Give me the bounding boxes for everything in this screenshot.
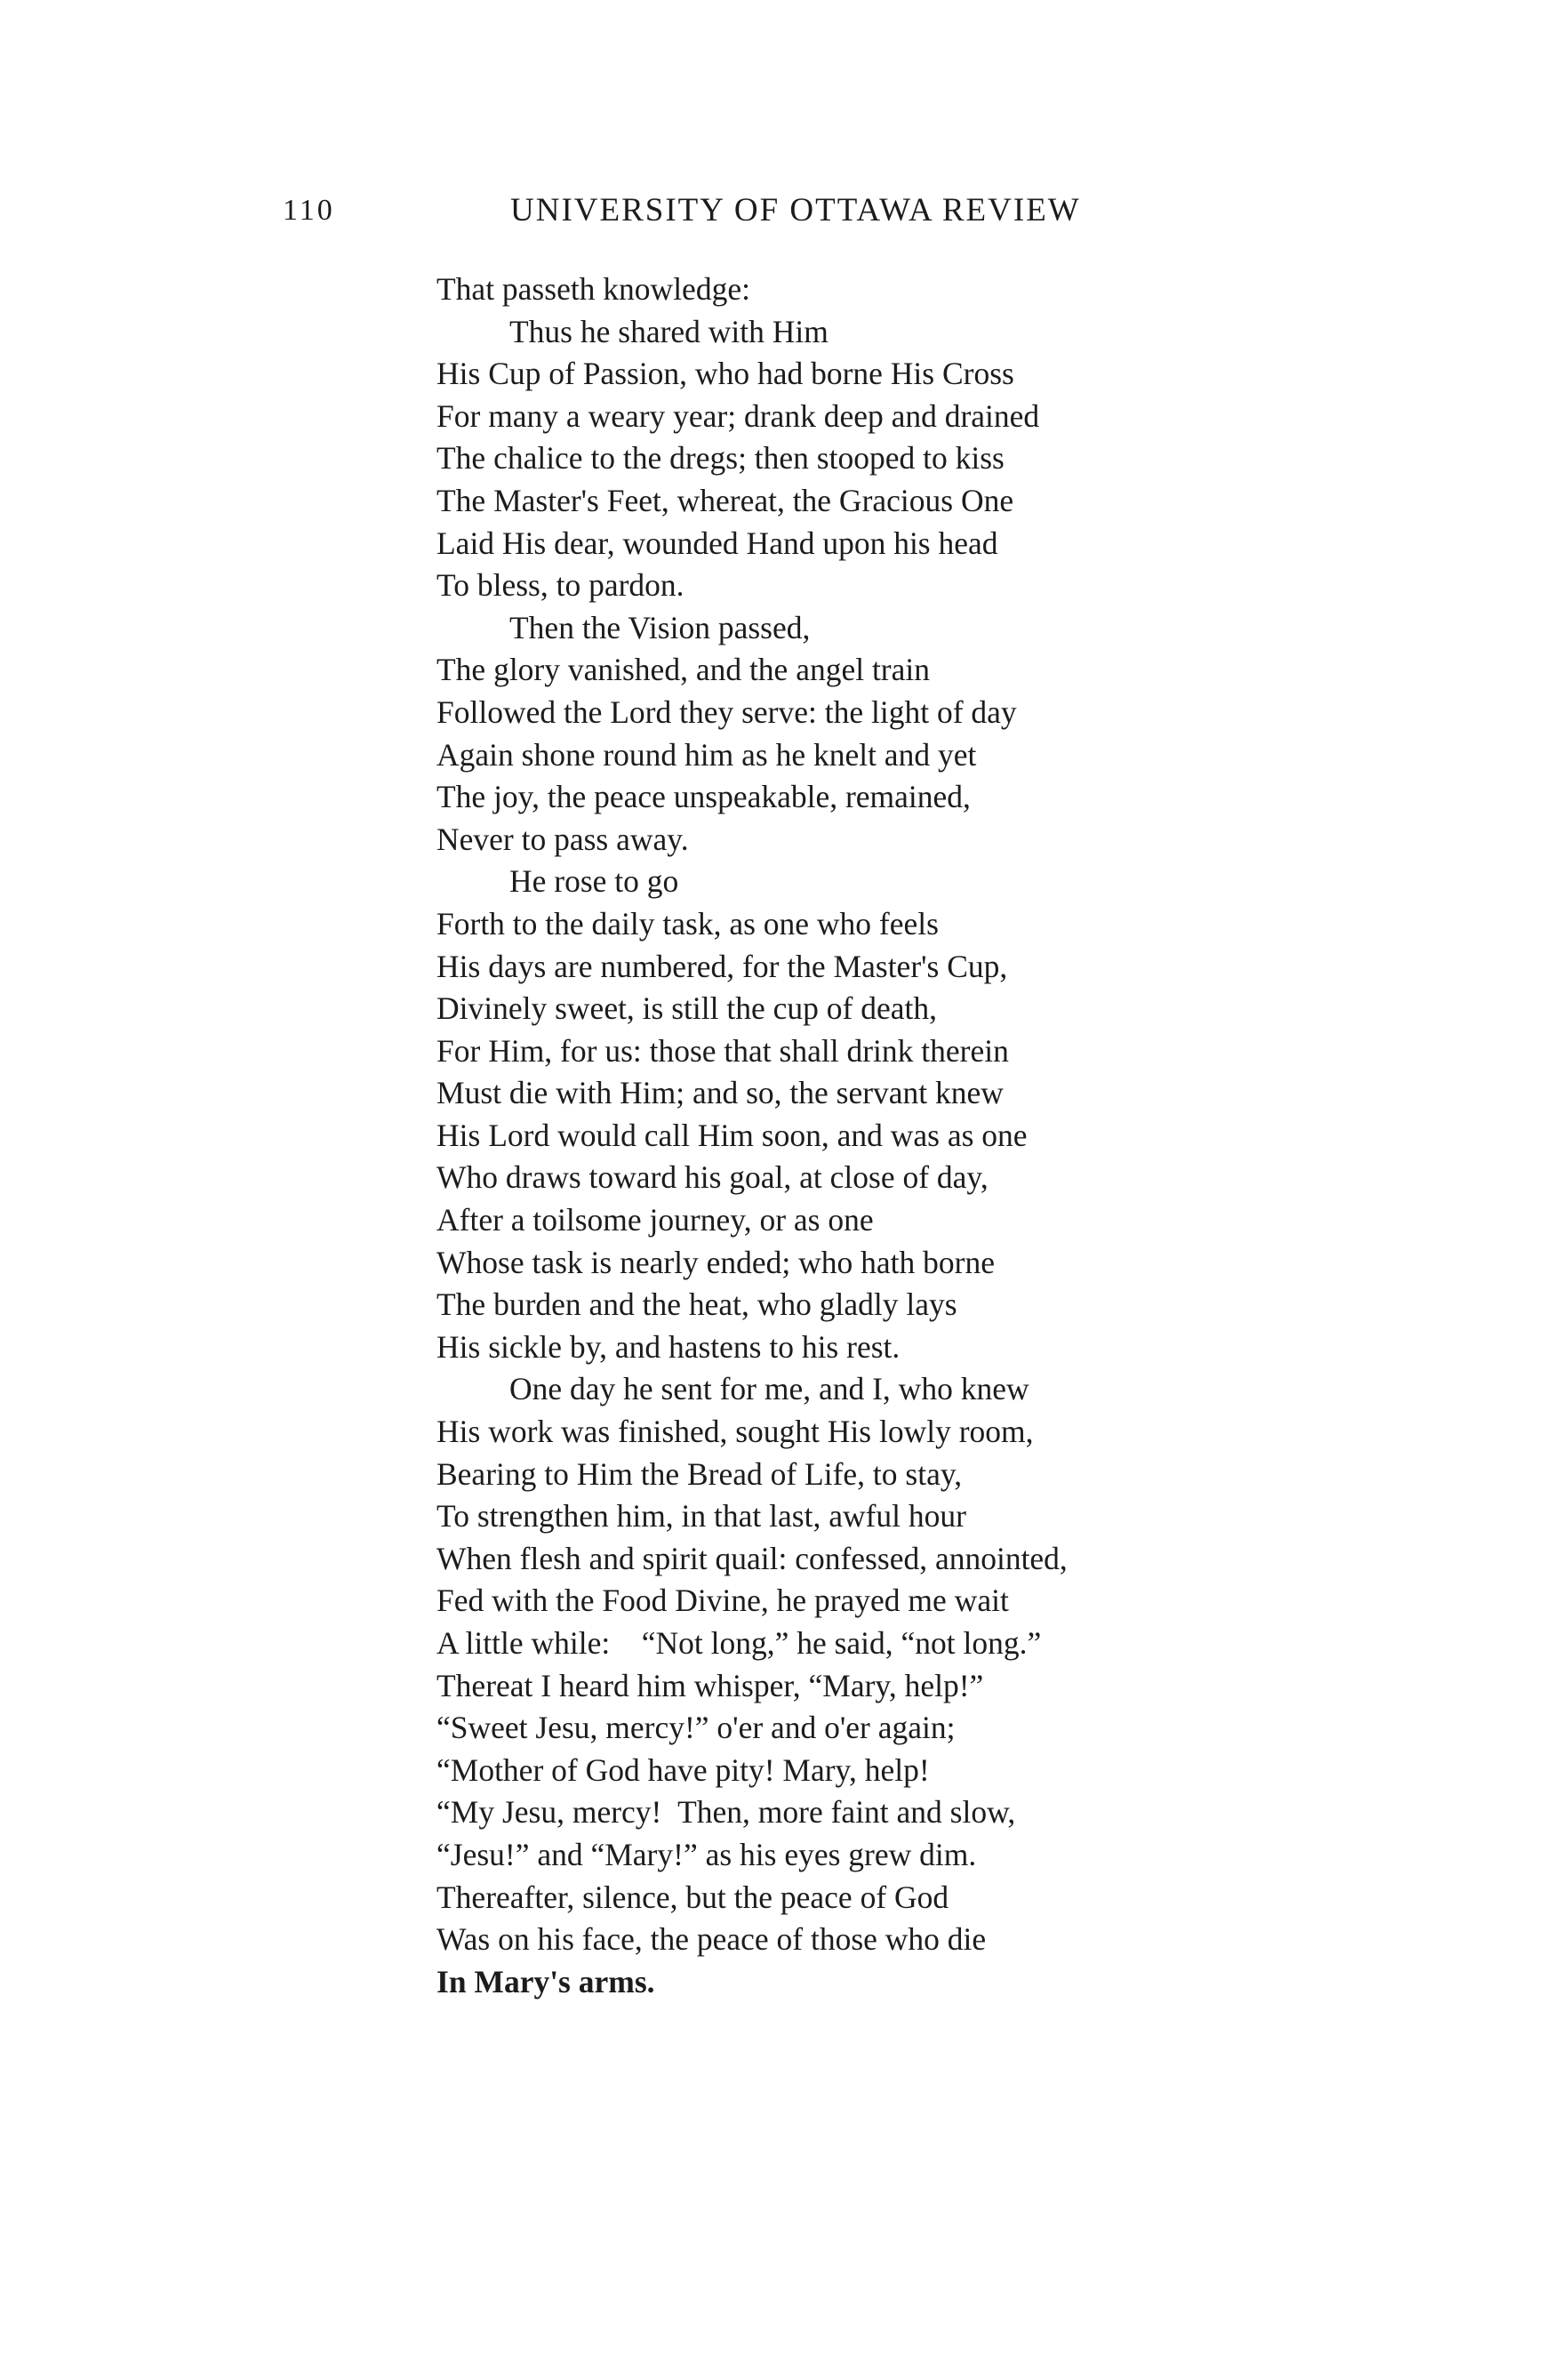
poem-line: A little while: “Not long,” he said, “not long.” (436, 1625, 1042, 1661)
poem-line: In Mary's arms. (436, 1963, 655, 1999)
poem-line: The burden and the heat, who gladly lays (436, 1286, 957, 1323)
running-title: UNIVERSITY OF OTTAWA REVIEW (510, 192, 1081, 228)
poem-line: The chalice to the dregs; then stooped to kiss (436, 440, 1005, 477)
poem-line: “Sweet Jesu, mercy!” o'er and o'er again; (436, 1710, 956, 1746)
page-number: 110 (283, 194, 335, 227)
poem-line: Bearing to Him the Bread of Life, to stay, (436, 1455, 963, 1492)
poem-line: When flesh and spirit quail: confessed, annointed, (436, 1540, 1068, 1576)
poem-body (436, 268, 1432, 2003)
poem-line: His work was finished, sought His lowly room, (436, 1414, 1034, 1450)
poem-line: To bless, to pardon. (436, 567, 684, 604)
poem-line: Fed with the Food Divine, he prayed me wait (436, 1583, 1009, 1619)
poem-line: Thereat I heard him whisper, “Mary, help!” (436, 1667, 984, 1703)
poem-line: The glory vanished, and the angel train (436, 652, 930, 688)
poem-line: Who draws toward his goal, at close of day, (436, 1159, 989, 1196)
poem-line: The Master's Feet, whereat, the Gracious One (436, 482, 1014, 518)
poem-line: His Lord would call Him soon, and was as one (436, 1117, 1028, 1153)
poem-line: Thus he shared with Him (509, 313, 829, 349)
poem-line: Laid His dear, wounded Hand upon his head (436, 525, 998, 561)
poem-line: For Him, for us: those that shall drink therein (436, 1032, 1009, 1069)
poem-line: Whose task is nearly ended; who hath borne (436, 1244, 995, 1280)
poem-line: The joy, the peace unspeakable, remained, (436, 779, 971, 815)
poem-line: “Jesu!” and “Mary!” as his eyes grew dim. (436, 1836, 977, 1872)
poem-line: His days are numbered, for the Master's Cup, (436, 948, 1008, 984)
poem-line: Must die with Him; and so, the servant knew (436, 1075, 1004, 1111)
poem-line: His sickle by, and hastens to his rest. (436, 1328, 901, 1365)
poem-line: That passeth knowledge: (436, 271, 750, 307)
poem-line: After a toilsome journey, or as one (436, 1202, 874, 1238)
poem-line: For many a weary year; drank deep and drained (436, 397, 1040, 434)
poem-line: To strengthen him, in that last, awful hour (436, 1498, 966, 1535)
poem-line: Followed the Lord they serve: the light of day (436, 693, 1017, 730)
poem-line: He rose to go (509, 863, 679, 900)
poem-line: One day he sent for me, and I, who knew (509, 1371, 1029, 1407)
poem-line: “Mother of God have pity! Mary, help! (436, 1751, 930, 1788)
poem-line: “My Jesu, mercy! Then, more faint and slow, (436, 1794, 1016, 1831)
poem-line: Then the Vision passed, (509, 609, 811, 645)
poem-line: Never to pass away. (436, 821, 689, 857)
page-header (0, 188, 1561, 233)
poem-line: Thereafter, silence, but the peace of God (436, 1879, 949, 1915)
poem-line: Divinely sweet, is still the cup of death, (436, 990, 937, 1027)
poem-line: Was on his face, the peace of those who die (436, 1921, 987, 1958)
poem-line: Again shone round him as he knelt and yet (436, 736, 977, 773)
poem-line: Forth to the daily task, as one who feels (436, 905, 939, 942)
poem-line: His Cup of Passion, who had borne His Cross (436, 356, 1014, 392)
